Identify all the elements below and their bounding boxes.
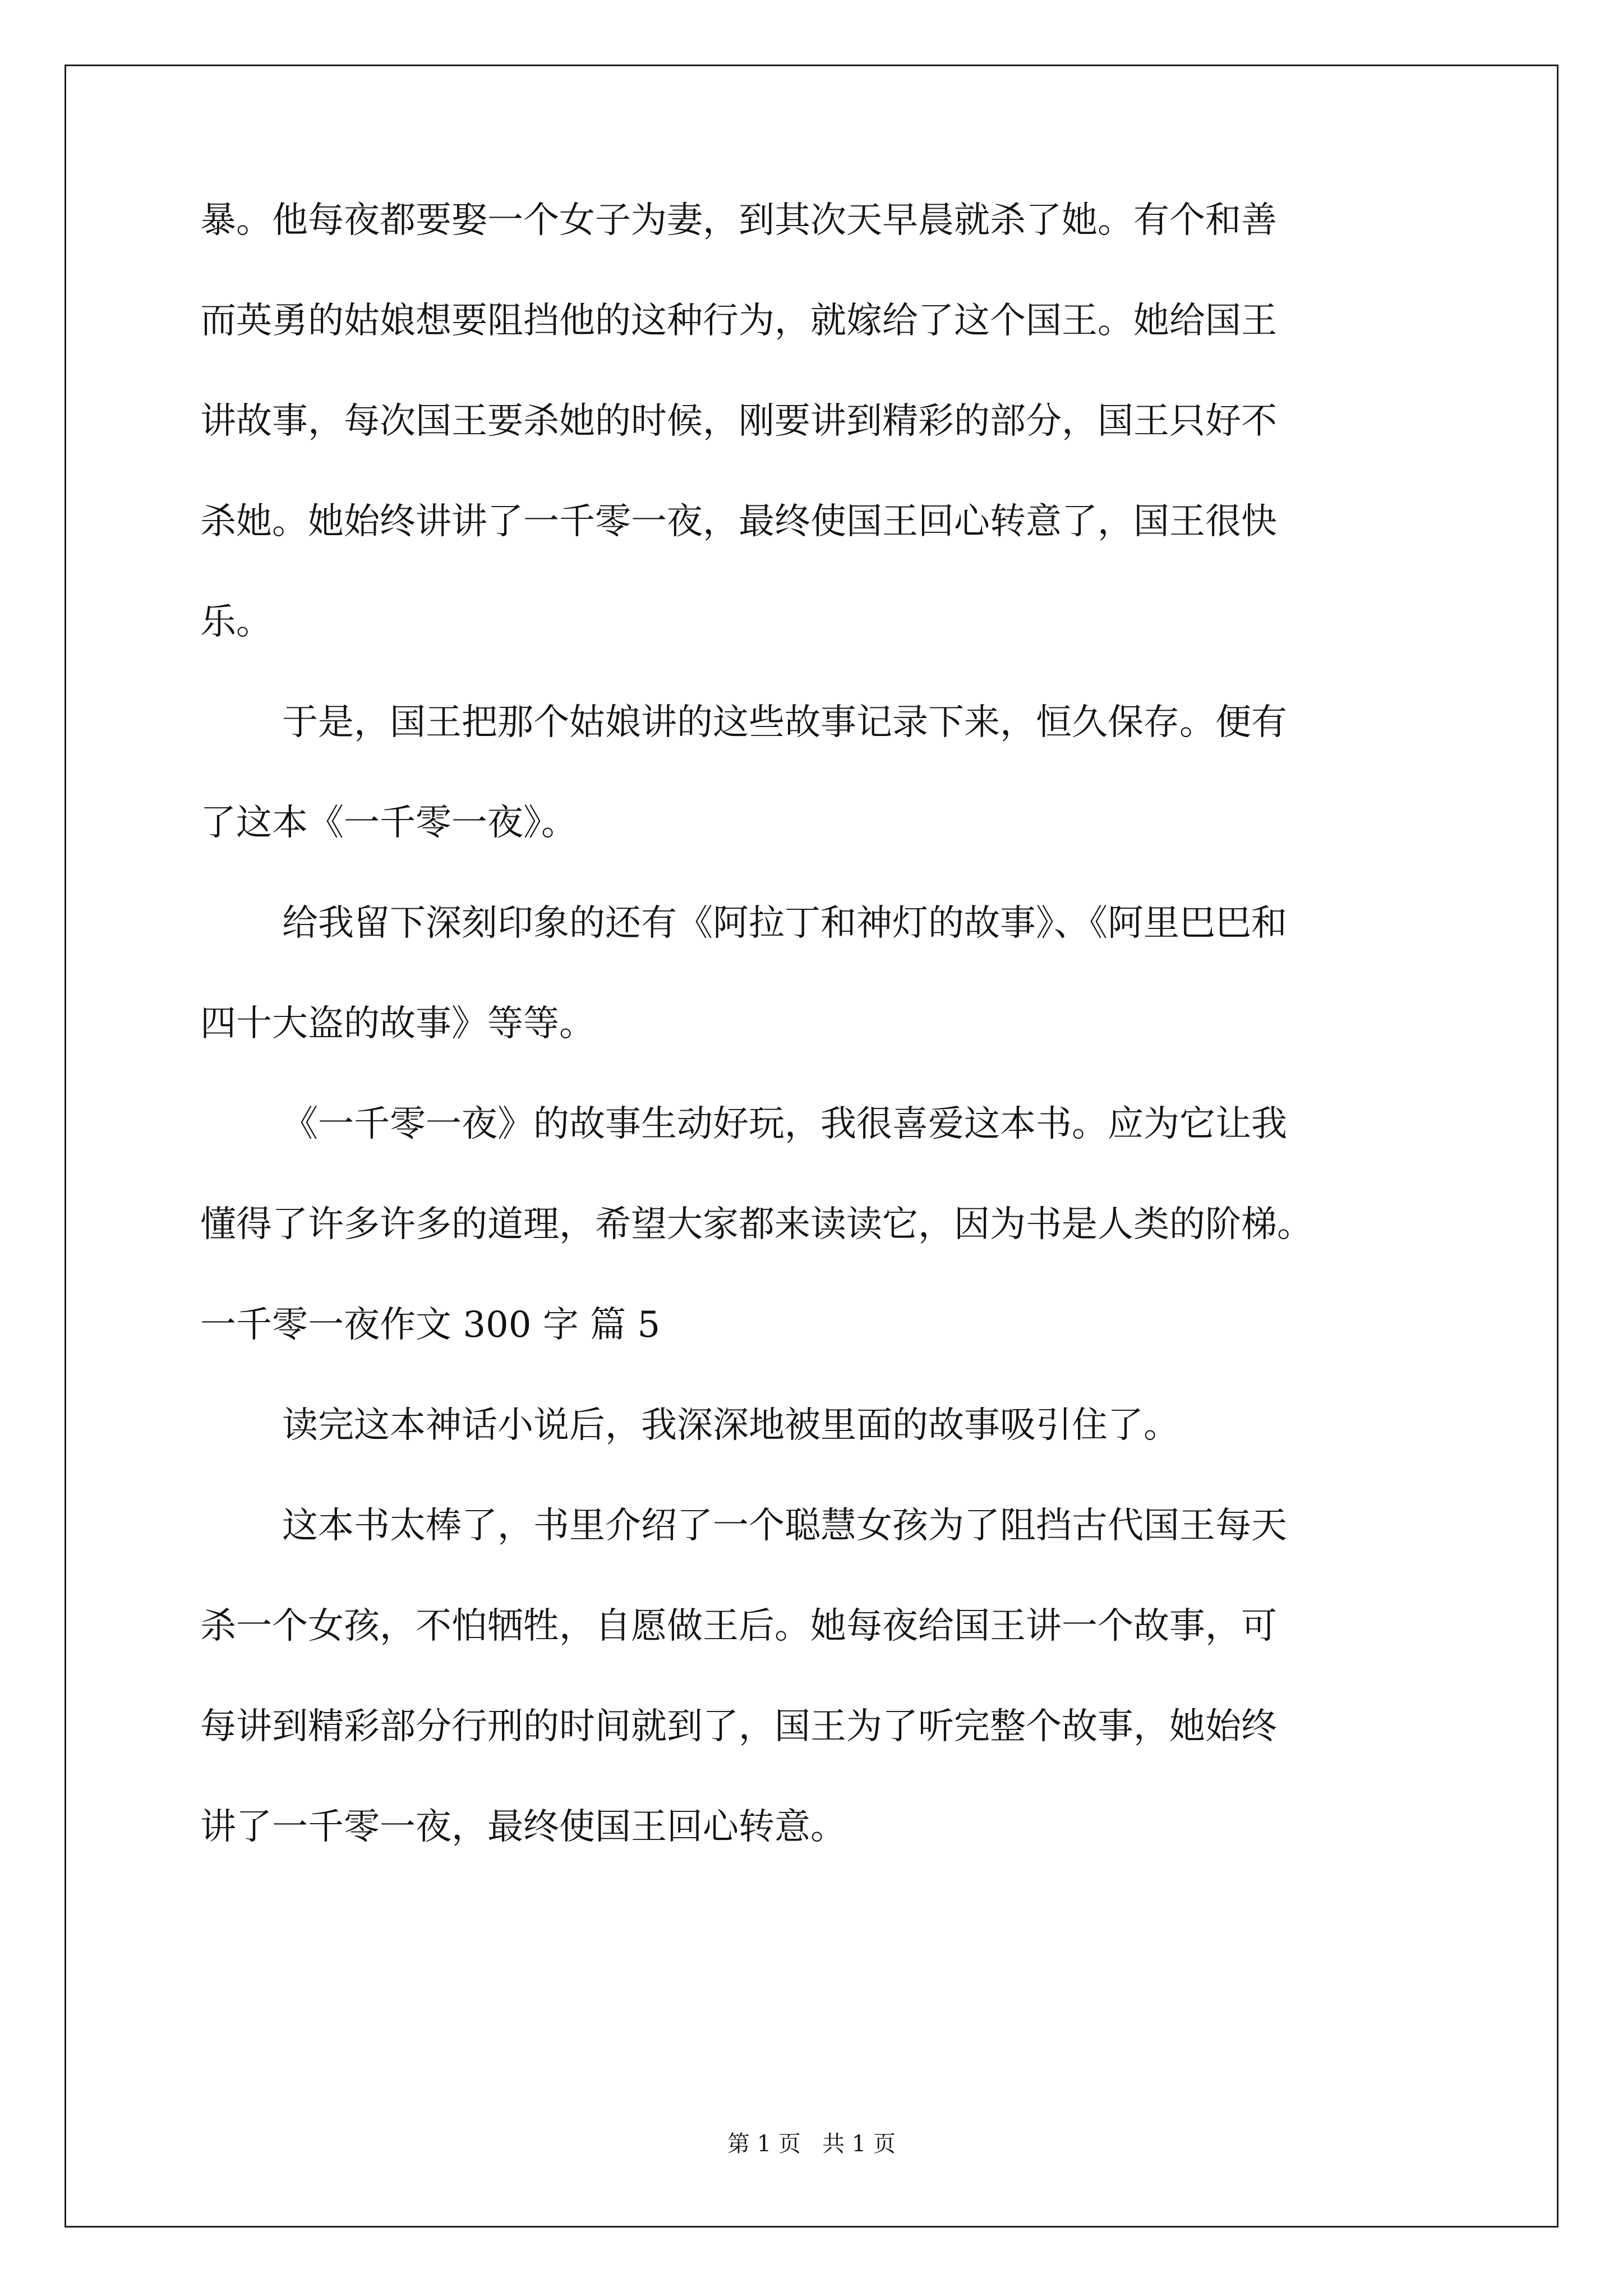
text-line: 杀她。她始终讲讲了一千零一夜，最终使国王回心转意了，国王很快	[200, 501, 1277, 542]
paragraph-start-line: 这本书太棒了，书里介绍了一个聪慧女孩为了阻挡古代国王每天	[282, 1505, 1287, 1547]
text-line: 杀一个女孩，不怕牺牲，自愿做王后。她每夜给国王讲一个故事，可	[200, 1605, 1277, 1647]
page-number-footer: 第 1 页 共 1 页	[727, 2131, 896, 2157]
text-line: 每讲到精彩部分行刑的时间就到了，国王为了听完整个故事，她始终	[200, 1706, 1277, 1747]
text-line: 乐。	[200, 601, 272, 643]
paragraph-start-line: 于是，国王把那个姑娘讲的这些故事记录下来，恒久保存。便有	[282, 702, 1287, 743]
paragraph-start-line: 读完这本神话小说后，我深深地被里面的故事吸引住了。	[282, 1405, 1179, 1446]
paragraph-start-line: 给我留下深刻印象的还有《阿拉丁和神灯的故事》、《阿里巴巴和	[282, 903, 1287, 944]
text-line: 四十大盗的故事》等等。	[200, 1003, 595, 1045]
text-line: 讲故事，每次国王要杀她的时候，刚要讲到精彩的部分，国王只好不	[200, 401, 1277, 442]
text-line: 了这本《一千零一夜》。	[200, 802, 577, 844]
text-line: 而英勇的姑娘想要阻挡他的这种行为，就嫁给了这个国王。她给国王	[200, 300, 1277, 342]
section-heading: 一千零一夜作文 300 字 篇 5	[200, 1304, 661, 1346]
text-line: 暴。他每夜都要娶一个女子为妻，到其次天早晨就杀了她。有个和善	[200, 200, 1277, 241]
paragraph-start-line: 《一千零一夜》的故事生动好玩，我很喜爱这本书。应为它让我	[282, 1103, 1287, 1145]
text-line: 讲了一千零一夜，最终使国王回心转意。	[200, 1806, 846, 1848]
text-line: 懂得了许多许多的道理，希望大家都来读读它，因为书是人类的阶梯。	[200, 1204, 1313, 1245]
